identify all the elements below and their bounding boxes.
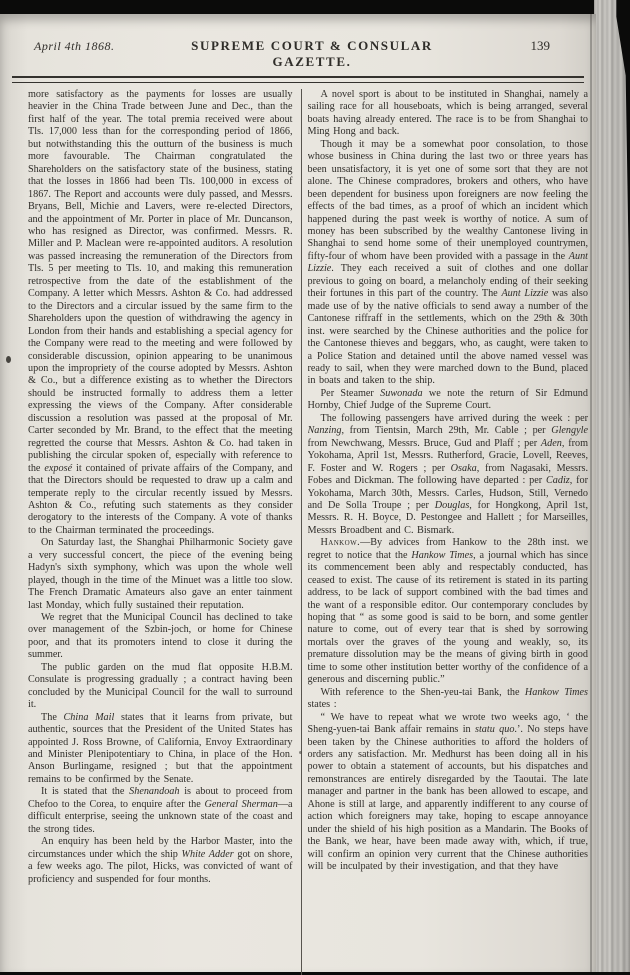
body-text: We regret that the Municipal Council has declined to take over management of the Szbin-joch, or home for Chinese poor, and that its promoters intend to close it during the summer. [28,612,293,661]
paragraph [308,687,588,712]
body-text: With reference to the Shen-yeu-tai Bank, the [320,686,525,698]
italic-text: Hankow Times [411,549,474,561]
italic-text: Suwonada [380,387,423,399]
ink-speck [299,751,302,754]
paragraph [28,662,293,712]
masthead-double-rule [12,76,584,83]
body-text: was also made use of by the native officials to send away a number of the Cantonese riffraff in the settlements, which on the 29th & 30th inst. were searched by the Chinese authorities and the police for the Cantonese thieves and beggars, who, as caught, were taken to a Police Station and detained until the above named vessel was ready to sail, when they were marched down to the Bund, placed in boats and taken to the ship. [307,288,588,387]
italic-text: Cadiz [545,475,570,487]
body-text: , for Yokohama, March 30th, Messrs. Carles, Hudson, Still, Vernedo and De Solla Troupe ; per [307,475,588,511]
body-text: got on shore, a few weeks ago. The pilot, Hicks, was convicted of want of proficiency and suspended for four months. [28,848,293,885]
paragraph [28,712,293,787]
column-divider-rule [301,89,302,975]
paragraph [308,139,588,388]
paragraph [28,612,293,662]
italic-text: Aunt Lizzie [501,288,549,300]
body-text: The following passengers have arrived during the week : per [320,412,588,424]
body-text: An enquiry has been held by the Harbor Master, into the circumstances under which the ship [28,836,293,860]
body-text: —By advices from Hankow to the 28th inst. we regret to notice that the [307,537,588,561]
body-text: we note the return of Sir Edmund Hornby, Chief Judge of the Supreme Court. [307,387,588,412]
paragraph [28,786,293,836]
body-text: , from Nagasaki, Messrs. Fobes and Dickman. The following have departed : per [307,462,588,487]
body-text: is about to proceed from Chefoo to the Corea, to enquire after the [28,786,293,810]
body-text: —a difficult enterprise, seeing the unknown state of the coast and the strong tides. [28,798,293,835]
italic-text: White Adder [181,848,234,860]
body-text: Though it may be a somewhat poor consolation, to those whose business in China during the last two or three years has been unsatisfactory, it is yet one of some sort that they are not alone. The Chinese compradores, brokers and others, who have been dependent for business upon foreigners are now feeling the effects of the bad times, as a proof of which an incident which happened during the past week is worthy of notice. A sum of money has been subscribed by the wealthy Cantonese living in Shanghai to send home some of their unemployed countrymen, fifty-four of whom have been provided with a passage in the [307,138,588,262]
body-text: The [41,711,64,723]
paragraph [308,89,588,139]
body-text: “ We have to repeat what we wrote two weeks ago, ‘ the Sheng-yuen-tai Bank affair remains in [307,711,588,736]
body-text: The public garden on the mud flat opposite H.B.M. Consulate is progressing gradually ; a contract having been concluded by the Municipal Council for the wall to surround it. [28,661,293,711]
body-text: .’. No steps have been taken by the Chinese authorities to afford the holders of orders any satisfaction. Mr. Medhurst has been doing all in his power to obtain a statement of accounts, but his dispatches and remonstrances are entirely disregarded by the Taoutai. The late manager and partner in the bank has been allowed to escape, and Ahone is still at large, and apparently indifferent to any course of action which foreigners may take, hoping to escape annoyance under the shield of his high position as a Mandarin. The Books of the Bank, we hear, have been made away with, which, if true, will confirm an opinion very current that the Chinese authorities will be inculpated by their investigation, and that they have [307,724,588,873]
newspaper-sheet [0,14,596,972]
italic-text: China Mail [63,711,115,723]
paragraph [308,712,588,874]
paragraph [28,89,293,537]
article-columns [0,83,596,975]
italic-text: Glengyle [551,425,588,437]
right-column [308,89,588,975]
masthead [0,14,596,74]
italic-text: Nanzing [307,425,342,437]
book-page-edges [594,0,630,972]
body-text: more satisfactory as the payments for losses are usually heavier in the China Trade between June and Dec., than the first half of the year. The total premia received were about Tls. 17,000 less than for the corresponding period of 1866, but notwithstanding this the outturn of the business is much more favourable. The Chairman congratulated the Shareholders on the satisfactory state of the business, stating that the losses in 1866 had been Tls. 100,000 in excess of 1867. The Report and accounts were duly passed, and Messrs. Bryans, Bell, Michie and Lavers, were re-elected Directors, and the appointment of Mr. Porter in place of Mr. Duncanson, who has resigned as Director, was confirmed. Messrs. R. Miller and P. Maclean were re-appointed auditors. A resolution was passed increasing the remuneration of the Directors from Tls. 5 per meeting to Tls. 10, and making this remuneration retrospective from the date of the establishment of the Company. A letter which Messrs. Ashton & Co. had addressed to the Directors and a circular issued by the same firm to the Shareholders upon the question of withdrawing the agency in London from their hands and establishing a special agency for the Company were read to the meeting and were followed by considerable discussion, opinion appearing to be unanimous upon the impropriety of the course adopted by Messrs. Ashton & Co., but a difference existing as to whether the Directors should be instructed formally to address them a letter expressing the views of the Company. After considerable discussion a resolution was passed at the proposal of Mr. Carter seconded by Mr. Brand, to the effect that the meeting regretted the course that Messrs. Ashton & Co. had taken in publishing the circular spoken of, especially with reference to the [28,89,293,474]
italic-text: Douglas [434,499,470,511]
body-text: , from Yokohama, April 1st, Messrs. Rutherford, Gracie, Lovell, Reeves, F. Foster and W. Rogers ; per [307,437,588,474]
body-text: It is stated that the [41,786,130,798]
body-text: , from Tientsin, March 29th, Mr. Cable ; per [341,425,552,437]
italic-text: exposé [44,462,73,474]
paragraph [308,413,588,538]
body-text: A novel sport is about to be instituted in Shanghai, namely a sailing race for all houseboats, which is being arranged, several boats having already entered. The race is to be from Shanghai to Ming Hong and back. [307,89,588,138]
body-text: states that it learns from private, but authentic, sources that the President of the United States has appointed J. Ross Browne, of California, Envoy Extraordinary and Minister Plenipotentiary to China, in place of the Hon. Anson Burlingame, resigned ; but that the appointment remains to be confirmed by the Senate. [28,711,293,785]
italic-text: statu quo [474,724,515,736]
body-text: it contained of private affairs of the Company, and that the Directors should be requested to draw up a calm and temperate reply to the circular recently issued by Messrs. Ashton & Co., refuting such statements as they consider derogatory to the interests of the Company. A vote of thanks to the Chairman terminated the proceedings. [28,462,293,536]
paragraph [28,836,293,886]
ink-speck [6,356,11,363]
paragraph [308,388,588,413]
body-text: from Newchwang, Messrs. Bruce, Gud and Plaff ; per [307,437,541,449]
body-text: . They each received a suit of clothes and one dollar previous to going on board, a melancholy ending of their seeking their fortunes in this part of the country. The [307,263,588,300]
paragraph [28,537,293,612]
page-number: 139 [530,38,550,53]
italic-text: Osaka [450,462,477,474]
italic-text: General Sherman [204,798,278,810]
body-text: , a journal which has since its commencement been ably and respectably conducted, has ceased to exist. The cause of its retirement is stated in its parting address, to be lack of support combined with the bad times and the want of a responsible editor. Our contemporary concludes by hoping that “ as some good is said to be born, and some gentler nature to come, out of every tear that is shed by sorrowing mortals over the graves of the young and weakly, so, its premature dissolution may be the means of giving birth in good time to some other institution better worthy of the confidence of a generous and discerning public.” [307,549,588,686]
body-text: , for Hongkong, April 1st, Messrs. R. H. Boyce, D. Pestongee and Hallett ; for Marseilles, Messrs Broadbent and C. Bismark. [307,499,588,536]
body-text: states : [307,699,337,711]
body-text: On Saturday last, the Shanghai Philharmonic Society gave a very successful concert, the piece of the evening being Hadyn's sixth symphony, which was upon the whole well played, though in the time of the Minuet was a little too slow. The French Dramatic Amateurs also gave an enter tainment last Monday, which fully sustained their reputation. [28,537,293,611]
paragraph [308,537,588,686]
smallcaps-text: Hankow. [320,537,361,549]
italic-text: Aden [540,437,562,449]
masthead-title: SUPREME COURT & CONSULAR GAZETTE. [191,38,433,69]
italic-text: Shenandoah [129,786,180,798]
issue-date: April 4th 1868. [34,39,115,53]
left-column [28,89,293,975]
italic-text: Hankow Times [524,686,588,698]
body-text: Per Steamer [320,387,381,399]
italic-text: Aunt Lizzie [307,250,588,275]
